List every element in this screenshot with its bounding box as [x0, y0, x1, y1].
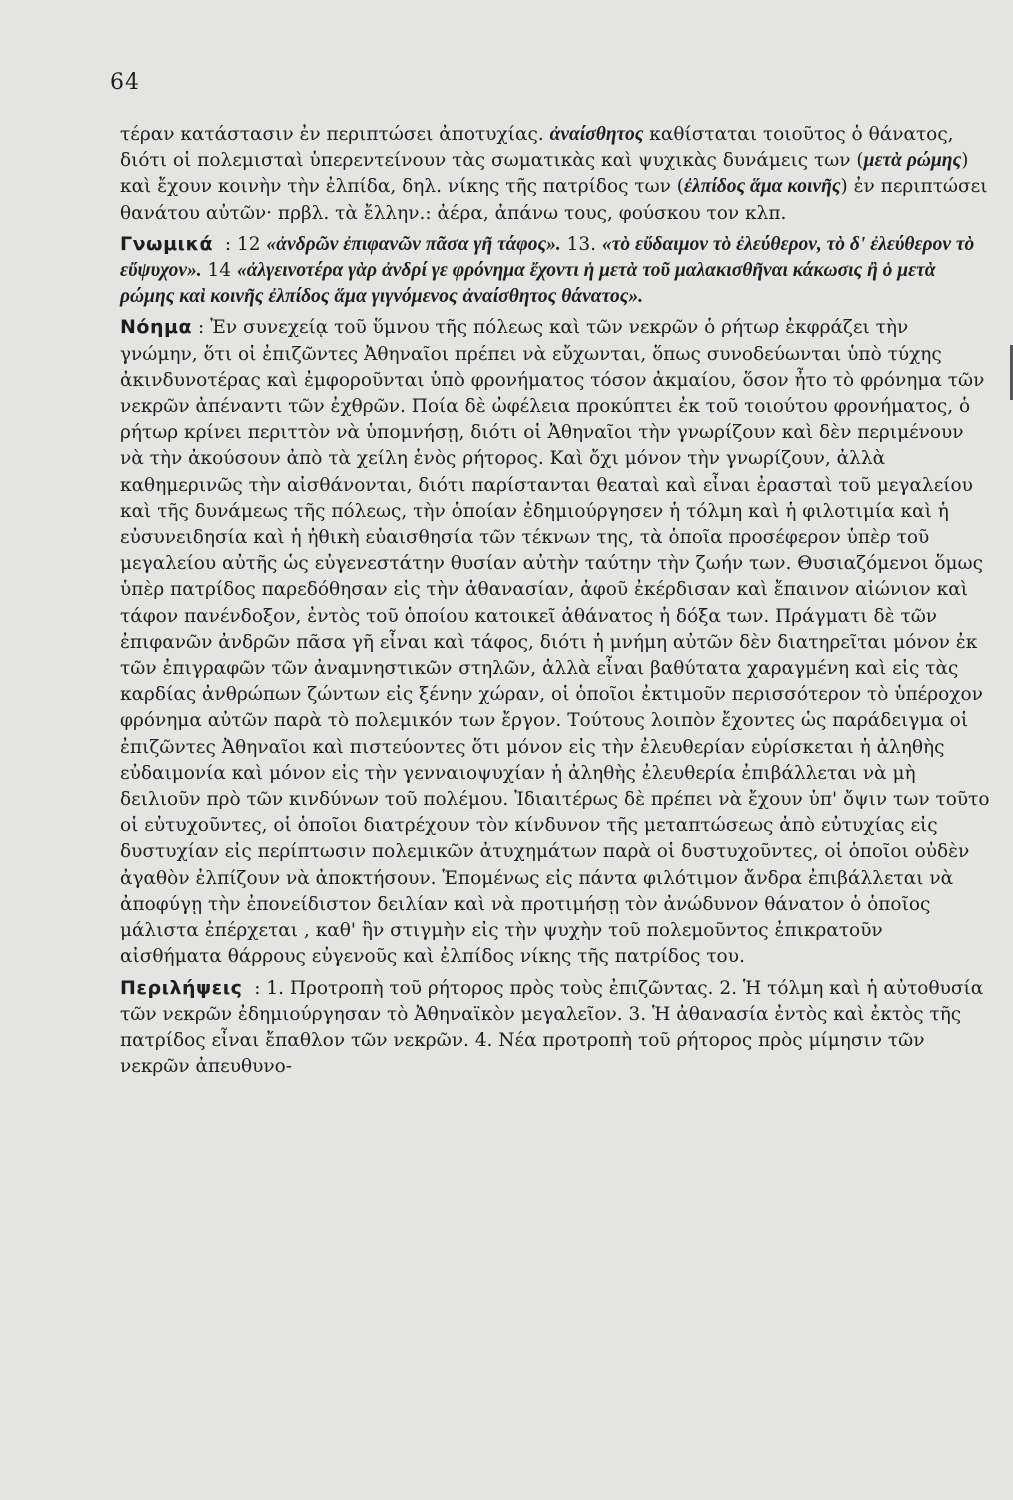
- text-run: ) ἐν περιπτώσει θανάτου αὐτῶν· πρβλ. τὰ ἔλλην.: ἀέρα, ἀπάνω τους, φούσκου τον κλπ.: [120, 176, 988, 224]
- heading-separator: :: [198, 317, 211, 339]
- noima-section: [120, 314, 990, 970]
- quote-text: «ἀλγεινοτέρα γὰρ ἀνδρί γε φρόνημα ἔχοντι ἡ μετὰ τοῦ μαλακισθῆναι κάκωσις ἢ ὁ μετὰ ρώμης καὶ κοινῆς ἐλπίδος ἅμα γιγνόμενος ἀναίσθητος θάνατος».: [120, 260, 936, 308]
- text-run: τέραν κατάστασιν ἐν περιπτώσει ἀποτυχίας.: [120, 124, 550, 145]
- section-heading-perilipseis: Περιλήψεις: [120, 976, 243, 999]
- text-run: καθίσταται τοιοῦτος ὁ θάνατος, διότι οἱ πολεμισταὶ ὑπερεντείνουν τὰς σωματικὰς καὶ ψυχικὰς δυνάμεις των (: [120, 124, 954, 172]
- gnomika-section: [120, 231, 990, 311]
- section-heading-gnomika: Γνωμικά: [120, 232, 213, 255]
- quote-number: 13.: [560, 233, 602, 255]
- perilipseis-text: 1. Προτροπὴ τοῦ ρήτορος πρὸς τοὺς ἐπιζῶντας. 2. Ἡ τόλμη καὶ ἡ αὐτοθυσία τῶν νεκρῶν ἐδημιούργησαν τὸ Ἀθηναϊκὸν μεγαλεῖον. 3. Ἡ ἀθανασία ἐντὸς καὶ ἐκτὸς τῆς πατρίδος εἶναι ἔπαθλον τῶν νεκρῶν. 4. Νέα προτροπὴ τοῦ ρήτορος πρὸς μίμησιν τῶν νεκρῶν ἀπευθυνο-: [120, 977, 984, 1078]
- quote-text: «ἀνδρῶν ἐπιφανῶν πᾶσα γῆ τάφος».: [266, 233, 561, 255]
- quote-text: «τὸ εὔδαιμον τὸ ἐλεύθερον, τὸ δ' ἐλεύθερον τὸ εὔψυχον».: [120, 233, 975, 282]
- noima-text: Ἐν συνεχείᾳ τοῦ ὕμνου τῆς πόλεως καὶ τῶν νεκρῶν ὁ ρήτωρ ἐκφράζει τὴν γνώμην, ὅτι οἱ ἐπιζῶντες Ἀθηναῖοι πρέπει νὰ εὔχωνται, ὅπως συνοδεύωνται ὑπὸ τύχης ἀκινδυνοτέρας καὶ ἐμφοροῦνται ὑπὸ φρονήματος τόσον ἀκμαίου, ὅσον ἦτο τὸ φρόνημα τῶν νεκρῶν ἀπέναντι τῶν ἐχθρῶν. Ποία δὲ ὠφέλεια προκύπτει ἐκ τοῦ τοιούτου φρονήματος, ὁ ρήτωρ κρίνει περιττὸν νὰ ὑπομνήσῃ, διότι οἱ Ἀθηναῖοι τὴν γνωρίζουν καὶ δὲν περιμένουν νὰ τὴν ἀκούσουν ἀπὸ τὰ χείλη ἑνὸς ρήτορος. Καὶ ὄχι μόνον τὴν γνωρίζουν, ἀλλὰ καθημερινῶς τὴν αἰσθάνονται, διότι παρίστανται θεαταὶ καὶ εἶναι ἐρασταὶ τοῦ μεγαλείου καὶ τῆς δυνάμεως τῆς πόλεως, τὴν ὁποίαν ἐδημιούργησεν ἡ τόλμη καὶ ἡ φιλοτιμία καὶ ἡ εὐσυνειδησία καὶ ἡ ἠθικὴ εὐαισθησία τῶν τέκνων της, τὰ ὁποῖα προσέφερον ὑπὲρ τοῦ μεγαλείου αὐτῆς ὡς εὐγενεστάτην θυσίαν αὐτὴν ταύτην τὴν ζωήν των. Θυσιαζόμενοι ὅμως ὑπὲρ πατρίδος παρεδόθησαν εἰς τὴν ἀθανασίαν, ἀφοῦ ἐκέρδισαν καὶ ἔπαινον αἰώνιον καὶ τάφον πανένδοξον, ἐντὸς τοῦ ὁποίου κατοικεῖ ἀθάνατος ἡ δόξα των. Πράγματι δὲ τῶν ἐπιφανῶν ἀνδρῶν πᾶσα γῆ εἶναι καὶ τάφος, διότι ἡ μνήμη αὐτῶν δὲν διατηρεῖται μόνον ἐκ τῶν ἐπιγραφῶν τῶν ἀναμνηστικῶν στηλῶν, ἀλλὰ εἶναι βαθύτατα χαραγμένη καὶ εἰς τὰς καρδίας ἀνθρώπων ζώντων εἰς ξένην χώραν, οἱ ὁποῖοι ἐκτιμοῦν περισσότερον τὸ ὑπέροχον φρόνημα αὐτῶν παρὰ τὸ πολεμικόν των ἔργον. Τούτους λοιπὸν ἔχοντες ὡς παράδειγμα οἱ ἐπιζῶντες Ἀθηναῖοι καὶ πιστεύοντες ὅτι μόνον εἰς τὴν ἐλευθερίαν εὑρίσκεται ἡ ἀληθὴς εὐδαιμονία καὶ μόνον εἰς τὴν γενναιοψυχίαν ἡ ἀληθὴς ἐλευθερία ἐπιβάλλεται νὰ μὴ δειλιοῦν πρὸ τῶν κινδύνων τοῦ πολέμου. Ἰδιαιτέρως δὲ πρέπει νὰ ἔχουν ὑπ' ὄψιν των τοῦτο οἱ εὐτυχοῦντες, οἱ ὁποῖοι διατρέχουν τὸν κίνδυνον τῆς μεταπτώσεως ἀπὸ εὐτυχίας εἰς δυστυχίαν εἰς περίπτωσιν πολεμικῶν ἀτυχημάτων παρὰ οἱ δυστυχοῦντες, οἱ ὁποῖοι οὐδὲν ἀγαθὸν ἐλπίζουν νὰ ἀποκτήσουν. Ἑπομένως εἰς πάντα φιλότιμον ἄνδρα ἐπιβάλλεται νὰ ἀποφύγῃ τὴν ἐπονείδιστον δειλίαν καὶ νὰ προτιμήσῃ τὸν ἀνώδυνον θάνατον ὁ ὁποῖος μάλιστα ἐπέρχεται , καθ' ἣν στιγμὴν εἰς τὴν ψυχὴν τοῦ πολεμοῦντος ἐπικρατοῦν αἰσθήματα θάρρους εὐγενοῦς καὶ ἐλπίδος νίκης τῆς πατρίδος του.: [120, 317, 990, 968]
- paragraph-continuation: [120, 122, 990, 227]
- emphasis-term: μετὰ ρώμης: [863, 150, 962, 172]
- quote-number: 14: [201, 260, 237, 282]
- heading-separator: :: [219, 233, 237, 255]
- emphasis-term: ἀναίσθητος: [549, 124, 644, 145]
- page-number: 64: [110, 70, 140, 95]
- heading-separator: :: [248, 977, 267, 999]
- emphasis-term: ἐλπίδος ἅμα κοινῆς: [684, 176, 841, 198]
- section-heading-noima: Νόημα: [120, 316, 193, 339]
- page-text: [120, 122, 990, 1080]
- perilipseis-section: [120, 975, 990, 1081]
- quote-number: 12: [237, 233, 267, 255]
- text-run: ) καὶ ἔχουν κοινὴν τὴν ἐλπίδα, δηλ. νίκης τῆς πατρίδος των (: [120, 150, 969, 198]
